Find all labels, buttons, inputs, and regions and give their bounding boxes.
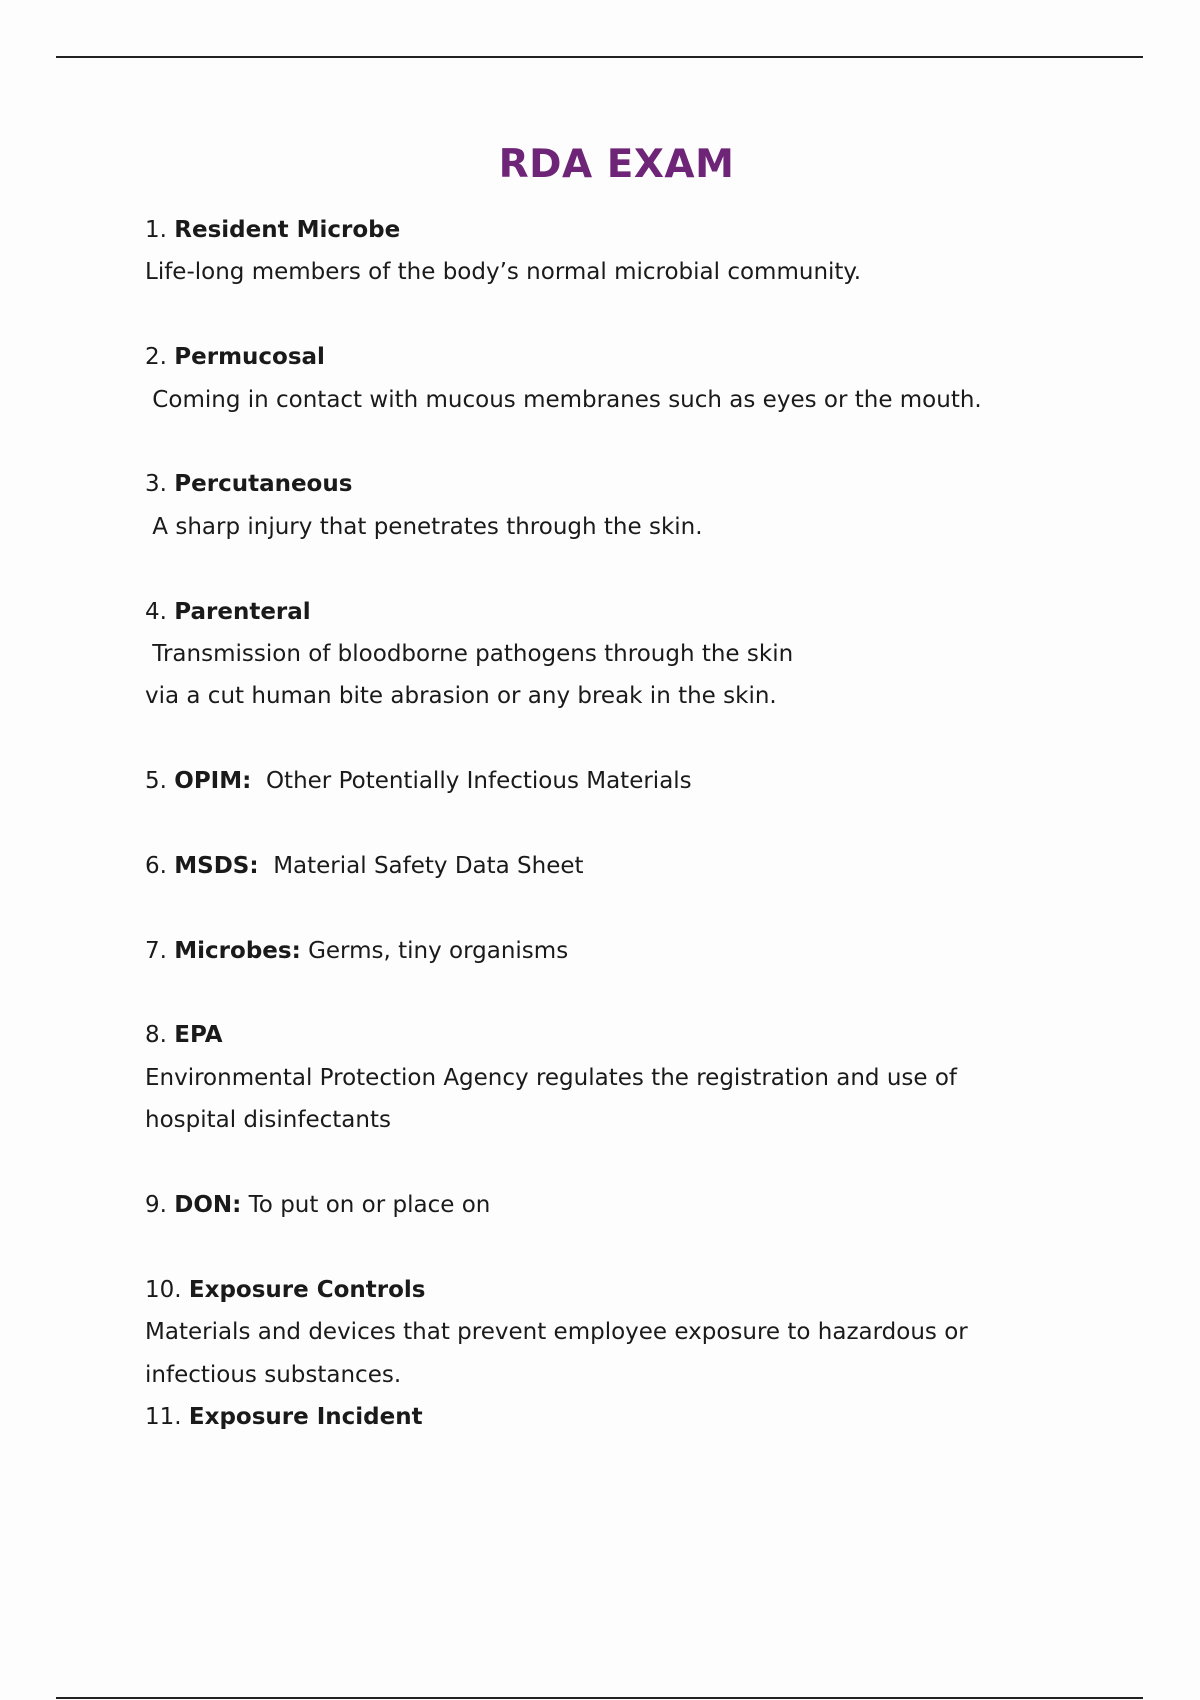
item-number: 4.	[145, 598, 167, 625]
item-heading	[145, 845, 1095, 887]
item-term: MSDS:	[174, 852, 259, 879]
item-heading	[145, 1269, 1095, 1311]
item-definition: Materials and devices that prevent employee exposure to hazardous or	[145, 1319, 968, 1346]
item-inline-definition: To put on or place on	[241, 1191, 491, 1218]
item-number: 7.	[145, 937, 167, 964]
item-number: 8.	[145, 1022, 167, 1049]
item-term: Exposure Incident	[188, 1403, 423, 1430]
item-number: 2.	[145, 344, 167, 371]
item-heading	[145, 760, 1095, 802]
item-term: EPA	[174, 1022, 223, 1049]
item-number: 1.	[145, 217, 167, 243]
item-definition: Transmission of bloodborne pathogens through the skin	[145, 640, 794, 667]
item-number: 5.	[145, 768, 167, 795]
item-heading	[145, 209, 1095, 251]
item-heading	[145, 930, 1095, 972]
item-heading	[145, 463, 1095, 505]
item-number: 9.	[145, 1191, 167, 1218]
item-definition: Environmental Protection Agency regulates the registration and use of	[145, 1064, 958, 1091]
item-term: Exposure Controls	[188, 1276, 426, 1303]
item-number: 11.	[145, 1403, 182, 1430]
item-term: OPIM:	[174, 768, 252, 795]
item-heading	[145, 1184, 1095, 1226]
page-title: RDA EXAM	[498, 142, 735, 187]
item-definition: Coming in contact with mucous membranes such as eyes or the mouth.	[145, 386, 982, 413]
item-inline-definition: Other Potentially Infectious Materials	[251, 768, 692, 795]
item-term: Parenteral	[174, 598, 311, 625]
definitions-list	[145, 209, 1095, 1438]
item-number: 10.	[145, 1276, 182, 1303]
item-definition: A sharp injury that penetrates through the skin.	[145, 513, 703, 540]
item-inline-definition: Material Safety Data Sheet	[258, 852, 584, 879]
item-definition: infectious substances.	[145, 1361, 402, 1388]
bottom-rule	[56, 1697, 1143, 1699]
item-term: Permucosal	[174, 344, 325, 371]
item-term: Resident Microbe	[174, 217, 401, 243]
item-definition: Life-long members of the body’s normal microbial community.	[145, 259, 862, 286]
item-definition: via a cut human bite abrasion or any break in the skin.	[145, 683, 777, 710]
top-rule	[56, 56, 1143, 58]
item-number: 3.	[145, 471, 167, 498]
item-term: DON:	[174, 1191, 242, 1218]
item-inline-definition: Germs, tiny organisms	[300, 937, 569, 964]
item-heading	[145, 1014, 1095, 1056]
item-heading	[145, 336, 1095, 378]
item-heading	[145, 1396, 1095, 1438]
item-heading	[145, 591, 1095, 633]
item-number: 6.	[145, 852, 167, 879]
item-definition: hospital disinfectants	[145, 1107, 391, 1134]
item-term: Microbes:	[174, 937, 301, 964]
item-term: Percutaneous	[174, 471, 353, 498]
